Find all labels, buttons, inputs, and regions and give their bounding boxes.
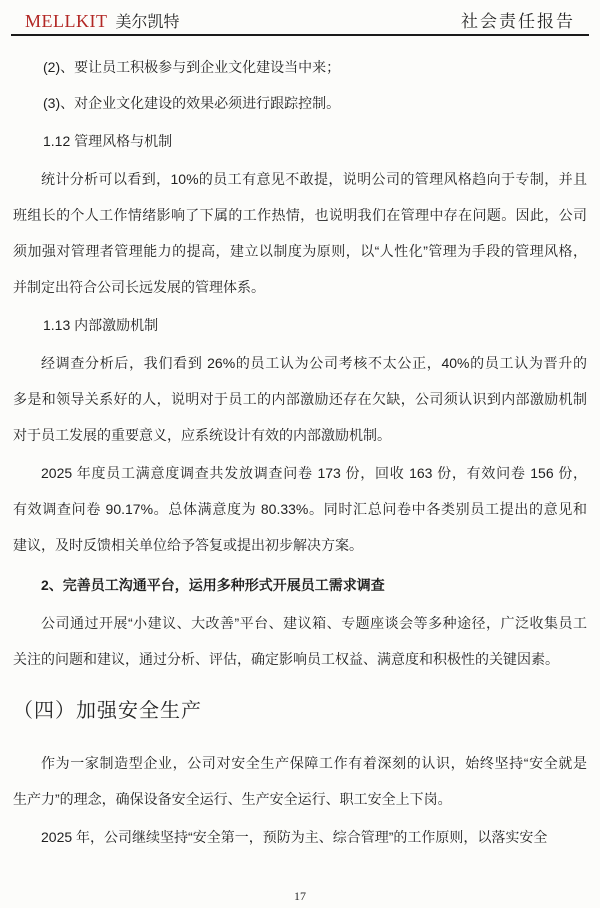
paragraph-line: 关注的问题和建议，通过分析、评估，确定影响员工权益、满意度和积极性的关键因素。 [13, 651, 559, 667]
company-brand [25, 9, 180, 32]
paragraph-line: 生产力”的理念，确保设备安全运行、生产安全运行、职工安全上下岗。 [13, 791, 452, 807]
list-item: (2)、要让员工积极参与到企业文化建设当中来； [43, 59, 341, 75]
heading-section: （四）加强安全生产 [13, 700, 202, 722]
paragraph-line: 2025 年，公司继续坚持“安全第一，预防为主、综合管理”的工作原则，以落实安全 [41, 829, 548, 845]
paragraph-line: 建议，及时反馈相关单位给予答复或提出初步解决方案。 [13, 537, 363, 553]
paragraph [13, 605, 587, 677]
list-item: (3)、对企业文化建设的效果必须进行跟踪控制。 [43, 95, 341, 111]
paragraph-line: 作为一家制造型企业，公司对安全生产保障工作有着深刻的认识，始终坚持“安全就是 [41, 755, 587, 771]
paragraph-line: 对于员工发展的重要意义，应系统设计有效的内部激励机制。 [13, 427, 391, 443]
heading-numbered: 1.13 内部激励机制 [43, 317, 159, 333]
paragraph [13, 819, 587, 855]
paragraph-line: 公司通过开展“小建议、大改善”平台、建议箱、专题座谈会等多种途径，广泛收集员工 [41, 615, 587, 631]
document-body [13, 49, 587, 855]
heading-bold: 2、完善员工沟通平台，运用多种形式开展员工需求调查 [41, 577, 385, 593]
page-header [11, 0, 589, 36]
brand-latin: MELLKIT [25, 11, 108, 31]
paragraph [13, 345, 587, 453]
heading-numbered: 1.12 管理风格与机制 [43, 133, 173, 149]
paragraph-line: 须加强对管理者管理能力的提高，建立以制度为原则，以“人性化”管理为手段的管理风格， [13, 243, 587, 259]
paragraph-line: 并制定出符合公司长远发展的管理体系。 [13, 279, 265, 295]
paragraph-line: 2025 年度员工满意度调查共发放调查问卷 173 份，回收 163 份，有效问卷 156 份， [41, 465, 587, 481]
paragraph [13, 745, 587, 817]
paragraph-line: 多是和领导关系好的人，说明对于员工的内部激励还存在欠缺，公司须认识到内部激励机制 [13, 391, 587, 407]
paragraph-line: 班组长的个人工作情绪影响了下属的工作热情，也说明我们在管理中存在问题。因此，公司 [13, 207, 587, 223]
brand-chinese: 美尔凯特 [115, 14, 180, 31]
page-number: 17 [294, 889, 306, 903]
paragraph [13, 455, 587, 563]
paragraph-line: 有效调查问卷 90.17%。总体满意度为 80.33%。同时汇总问卷中各类别员工提出的意见和 [13, 501, 587, 517]
paragraph [13, 161, 587, 305]
paragraph-line: 经调查分析后，我们看到 26%的员工认为公司考核不太公正，40%的员工认为晋升的 [41, 355, 587, 371]
paragraph-line: 统计分析可以看到，10%的员工有意见不敢提，说明公司的管理风格趋向于专制，并且 [41, 171, 587, 187]
report-title: 社会责任报告 [461, 12, 575, 31]
